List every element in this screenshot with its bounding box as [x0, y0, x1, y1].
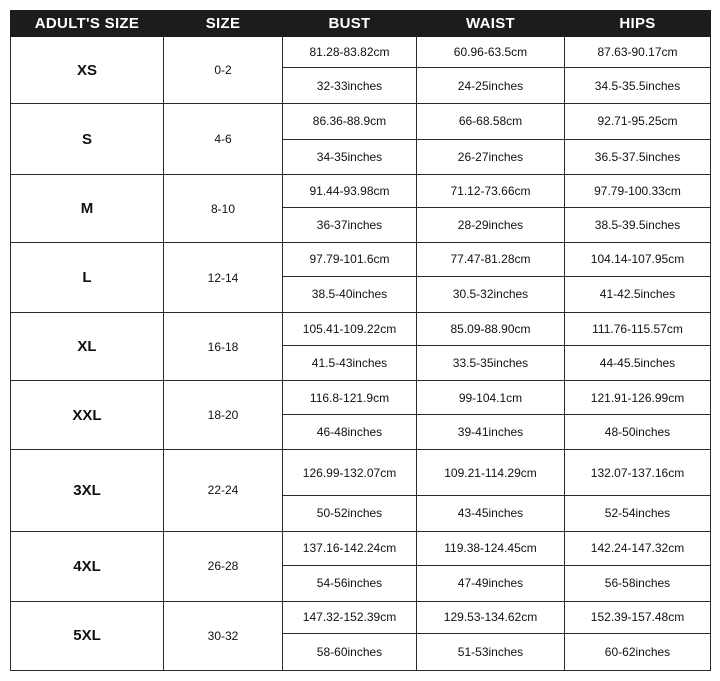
size-chart-body — [11, 37, 711, 671]
waist-cm: 109.21-114.29cm — [417, 450, 565, 496]
bust-cm: 86.36-88.9cm — [283, 104, 417, 140]
hips-inches: 52-54inches — [565, 496, 711, 532]
hips-cm: 142.24-147.32cm — [565, 531, 711, 566]
hips-cm: 87.63-90.17cm — [565, 37, 711, 68]
bust-cm: 105.41-109.22cm — [283, 313, 417, 346]
bust-inches: 50-52inches — [283, 496, 417, 532]
header-adult-size: ADULT'S SIZE — [11, 11, 164, 37]
bust-cm: 137.16-142.24cm — [283, 531, 417, 566]
adult-size-label: XXL — [11, 381, 164, 450]
bust-cm: 116.8-121.9cm — [283, 381, 417, 415]
waist-cm: 71.12-73.66cm — [417, 175, 565, 208]
waist-inches: 30.5-32inches — [417, 276, 565, 313]
bust-inches: 46-48inches — [283, 414, 417, 450]
size-range: 0-2 — [164, 37, 283, 104]
header-hips: HIPS — [565, 11, 711, 37]
table-row — [11, 531, 711, 566]
table-row — [11, 381, 711, 415]
size-range: 4-6 — [164, 104, 283, 175]
hips-cm: 97.79-100.33cm — [565, 175, 711, 208]
bust-cm: 91.44-93.98cm — [283, 175, 417, 208]
waist-inches: 33.5-35inches — [417, 345, 565, 381]
waist-cm: 129.53-134.62cm — [417, 601, 565, 634]
adult-size-label: XS — [11, 37, 164, 104]
hips-cm: 152.39-157.48cm — [565, 601, 711, 634]
waist-inches: 26-27inches — [417, 139, 565, 175]
size-range: 18-20 — [164, 381, 283, 450]
header-row — [11, 11, 711, 37]
bust-inches: 54-56inches — [283, 566, 417, 602]
size-range: 8-10 — [164, 175, 283, 243]
hips-cm: 132.07-137.16cm — [565, 450, 711, 496]
waist-cm: 99-104.1cm — [417, 381, 565, 415]
header-waist: WAIST — [417, 11, 565, 37]
waist-inches: 51-53inches — [417, 634, 565, 671]
waist-inches: 24-25inches — [417, 68, 565, 104]
waist-inches: 43-45inches — [417, 496, 565, 532]
waist-cm: 66-68.58cm — [417, 104, 565, 140]
header-size: SIZE — [164, 11, 283, 37]
hips-cm: 111.76-115.57cm — [565, 313, 711, 346]
hips-cm: 121.91-126.99cm — [565, 381, 711, 415]
adult-size-label: 3XL — [11, 450, 164, 531]
waist-cm: 85.09-88.90cm — [417, 313, 565, 346]
hips-inches: 41-42.5inches — [565, 276, 711, 313]
bust-cm: 147.32-152.39cm — [283, 601, 417, 634]
adult-size-label: XL — [11, 313, 164, 381]
adult-size-label: 4XL — [11, 531, 164, 601]
table-row — [11, 601, 711, 634]
size-range: 12-14 — [164, 243, 283, 313]
adult-size-label: M — [11, 175, 164, 243]
hips-cm: 104.14-107.95cm — [565, 243, 711, 277]
hips-inches: 36.5-37.5inches — [565, 139, 711, 175]
adult-size-label: 5XL — [11, 601, 164, 670]
bust-cm: 97.79-101.6cm — [283, 243, 417, 277]
hips-inches: 34.5-35.5inches — [565, 68, 711, 104]
hips-inches: 56-58inches — [565, 566, 711, 602]
hips-inches: 44-45.5inches — [565, 345, 711, 381]
size-range: 26-28 — [164, 531, 283, 601]
bust-cm: 126.99-132.07cm — [283, 450, 417, 496]
table-row — [11, 450, 711, 496]
table-row — [11, 175, 711, 208]
waist-cm: 119.38-124.45cm — [417, 531, 565, 566]
adult-size-label: S — [11, 104, 164, 175]
hips-inches: 48-50inches — [565, 414, 711, 450]
hips-inches: 38.5-39.5inches — [565, 207, 711, 243]
table-row — [11, 37, 711, 68]
bust-inches: 58-60inches — [283, 634, 417, 671]
hips-cm: 92.71-95.25cm — [565, 104, 711, 140]
bust-inches: 36-37inches — [283, 207, 417, 243]
waist-inches: 28-29inches — [417, 207, 565, 243]
table-row — [11, 104, 711, 140]
bust-inches: 34-35inches — [283, 139, 417, 175]
size-chart-table — [10, 10, 711, 671]
adult-size-label: L — [11, 243, 164, 313]
bust-inches: 38.5-40inches — [283, 276, 417, 313]
waist-inches: 39-41inches — [417, 414, 565, 450]
waist-inches: 47-49inches — [417, 566, 565, 602]
bust-inches: 32-33inches — [283, 68, 417, 104]
table-row — [11, 243, 711, 277]
bust-inches: 41.5-43inches — [283, 345, 417, 381]
size-range: 16-18 — [164, 313, 283, 381]
bust-cm: 81.28-83.82cm — [283, 37, 417, 68]
waist-cm: 77.47-81.28cm — [417, 243, 565, 277]
size-range: 22-24 — [164, 450, 283, 531]
table-row — [11, 313, 711, 346]
waist-cm: 60.96-63.5cm — [417, 37, 565, 68]
hips-inches: 60-62inches — [565, 634, 711, 671]
header-bust: BUST — [283, 11, 417, 37]
size-range: 30-32 — [164, 601, 283, 670]
